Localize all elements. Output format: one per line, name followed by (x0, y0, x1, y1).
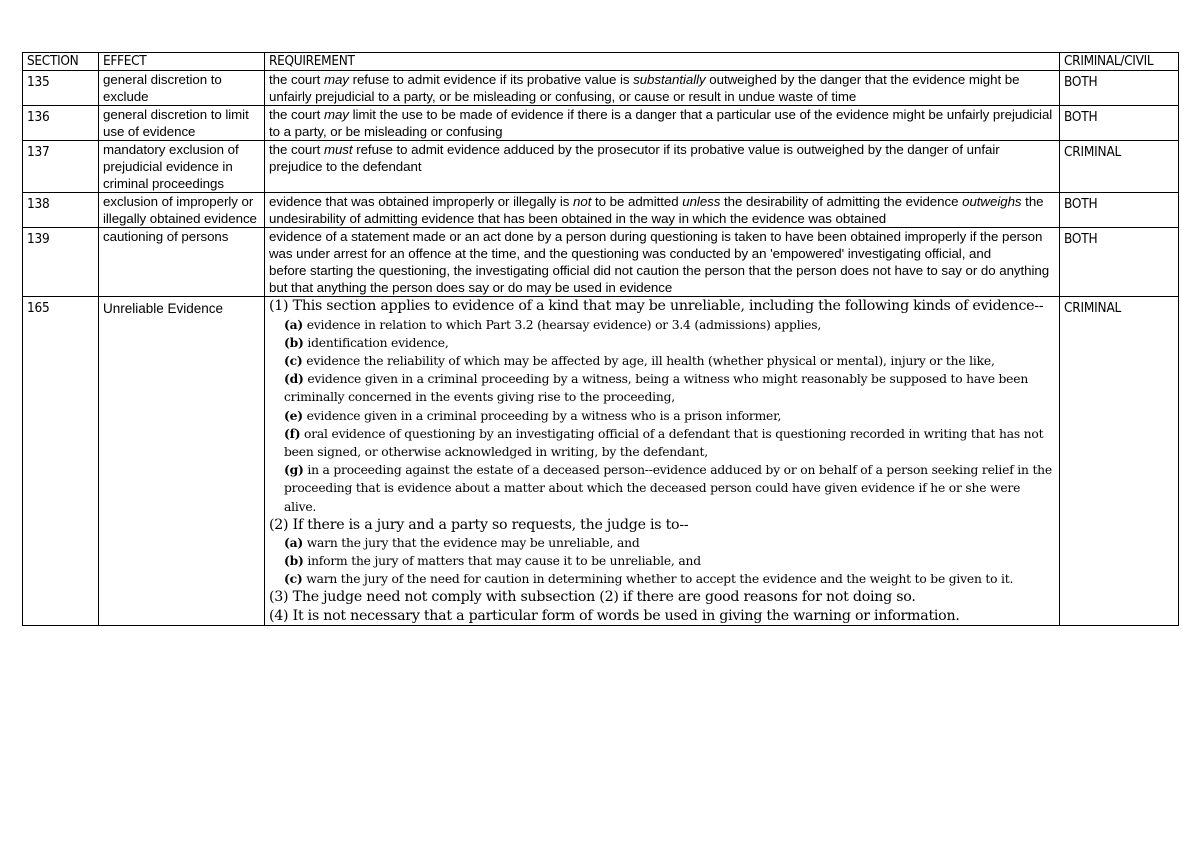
table-row (23, 106, 1179, 141)
criminal-civil-cell: CRIMINAL (1060, 297, 1179, 626)
requirement-cell: the court may refuse to admit evidence if its probative value is substantially outweighed by the danger that the evidence might be unfairly prejudicial to a party, or be misleading or confusing, or cause or result in undue waste of time (265, 71, 1060, 106)
table-row (23, 297, 1179, 626)
section-number: 136 (23, 106, 99, 141)
subsection-1-paragraphs (269, 316, 1055, 516)
table-row (23, 141, 1179, 193)
header-requirement: REQUIREMENT (265, 53, 1060, 71)
criminal-civil-cell: BOTH (1060, 106, 1179, 141)
criminal-civil-cell: BOTH (1060, 71, 1179, 106)
effect-cell: Unreliable Evidence (99, 297, 265, 626)
criminal-civil-cell: BOTH (1060, 193, 1179, 228)
section-number: 135 (23, 71, 99, 106)
evidence-sections-table (22, 52, 1179, 626)
subsection-4: (4) It is not necessary that a particular form of words be used in giving the warning or information. (269, 607, 960, 624)
paragraph-item (269, 407, 1055, 425)
paragraph-item (269, 334, 1055, 352)
effect-cell: mandatory exclusion of prejudicial evidence in criminal proceedings (99, 141, 265, 193)
section-number: 137 (23, 141, 99, 193)
effect-cell: cautioning of persons (99, 228, 265, 297)
paragraph-text: evidence the reliability of which may be affected by age, ill health (whether physical or mental), injury or the like, (302, 353, 995, 368)
paragraph-text: inform the jury of matters that may cause it to be unreliable, and (303, 554, 701, 569)
table-row (23, 71, 1179, 106)
paragraph-label: (e) (284, 407, 303, 423)
paragraph-label: (d) (284, 371, 304, 387)
effect-cell: exclusion of improperly or illegally obtained evidence (99, 193, 265, 228)
criminal-civil-cell: BOTH (1060, 228, 1179, 297)
paragraph-text: oral evidence of questioning by an investigating official of a defendant that is questioning recorded in writing that has not been signed, or otherwise acknowledged in writing, by the defendant, (284, 426, 1044, 459)
requirement-cell: the court must refuse to admit evidence adduced by the prosecutor if its probative value is outweighed by the danger of unfair prejudice to the defendant (265, 141, 1060, 193)
requirement-cell (265, 297, 1060, 626)
paragraph-text: in a proceeding against the estate of a deceased person--evidence adduced by or on behalf of a person seeking relief in the proceeding that is evidence about a matter about which the deceased person could have given evidence if he or she were alive. (284, 463, 1052, 514)
paragraph-item (269, 425, 1055, 461)
requirement-line: before starting the questioning, the investigating official did not caution the person that the person does not have to say or do anything but that anything the person does say or do may be used in evidence (269, 263, 1050, 295)
paragraph-item (269, 370, 1055, 406)
requirement-cell: the court may limit the use to be made of evidence if there is a danger that a particular use of the evidence might be unfairly prejudicial to a party, or be misleading or confusing (265, 106, 1060, 141)
header-criminal-civil: CRIMINAL/CIVIL (1060, 53, 1179, 71)
paragraph-label: (f) (284, 425, 301, 441)
table-row (23, 228, 1179, 297)
paragraph-item (269, 552, 1055, 570)
requirement-cell: evidence that was obtained improperly or illegally is not to be admitted unless the desirability of admitting the evidence outweighs the undesirability of admitting evidence that has been obtained in the way in which the evidence was obtained (265, 193, 1060, 228)
table-row (23, 193, 1179, 228)
paragraph-text: warn the jury that the evidence may be unreliable, and (303, 536, 640, 551)
paragraph-label: (c) (284, 571, 303, 587)
section-number: 138 (23, 193, 99, 228)
paragraph-item (269, 352, 1055, 370)
requirement-line: evidence of a statement made or an act done by a person during questioning is taken to have been obtained improperly if the person was under arrest for an offence at the time, and the questioning was conducted by an 'empowered' investigating official, and (269, 229, 1043, 261)
paragraph-label: (c) (284, 352, 303, 368)
header-section: SECTION (23, 53, 99, 71)
paragraph-item (269, 461, 1055, 516)
paragraph-item (269, 570, 1055, 588)
criminal-civil-cell: CRIMINAL (1060, 141, 1179, 193)
section-number: 139 (23, 228, 99, 297)
paragraph-item (269, 316, 1055, 334)
effect-cell: general discretion to exclude (99, 71, 265, 106)
table-header-row (23, 53, 1179, 71)
subsection-2-paragraphs (269, 534, 1055, 588)
paragraph-label: (b) (284, 334, 304, 350)
subsection-3: (3) The judge need not comply with subsection (2) if there are good reasons for not doing so. (269, 589, 916, 606)
paragraph-item (269, 534, 1055, 552)
header-effect: EFFECT (99, 53, 265, 71)
paragraph-label: (b) (284, 553, 304, 569)
subsection-1: (1) This section applies to evidence of a kind that may be unreliable, including the following kinds of evidence-- (269, 298, 1044, 314)
section-number: 165 (23, 297, 99, 626)
paragraph-text: identification evidence, (303, 335, 449, 350)
effect-cell: general discretion to limit use of evidence (99, 106, 265, 141)
paragraph-label: (a) (284, 535, 304, 551)
paragraph-text: evidence given in a criminal proceeding by a witness who is a prison informer, (302, 408, 782, 423)
paragraph-text: evidence in relation to which Part 3.2 (hearsay evidence) or 3.4 (admissions) applies, (303, 317, 822, 332)
paragraph-text: warn the jury of the need for caution in determining whether to accept the evidence and the weight to be given to it. (302, 572, 1014, 587)
paragraph-text: evidence given in a criminal proceeding by a witness, being a witness who might reasonably be supposed to have been criminally concerned in the events giving rise to the proceeding, (284, 372, 1029, 405)
requirement-cell (265, 228, 1060, 297)
paragraph-label: (a) (284, 316, 304, 332)
subsection-2: (2) If there is a jury and a party so requests, the judge is to-- (269, 516, 689, 533)
paragraph-label: (g) (284, 462, 304, 478)
